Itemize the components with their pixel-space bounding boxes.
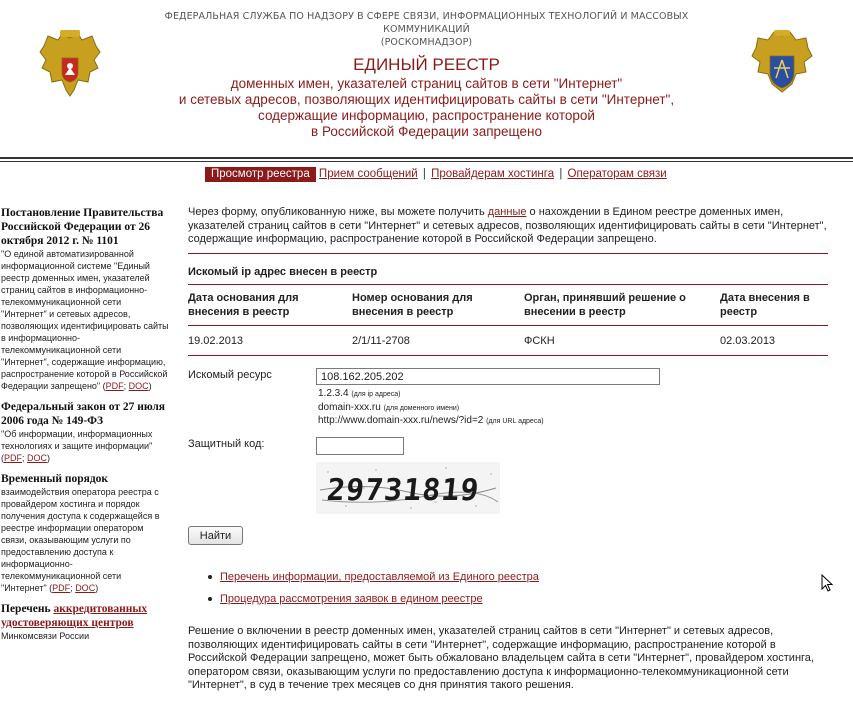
table-cell: 19.02.2013 — [188, 334, 244, 347]
pdf-link[interactable]: PDF — [52, 583, 71, 593]
hint-note: (для ip адреса) — [351, 391, 401, 398]
column-header: Номер основания для внесения в реестр — [352, 291, 473, 318]
sidebar-block-temporary-procedure — [1, 472, 169, 594]
sidebar-block-decree — [1, 206, 169, 392]
sidebar-block-federal-law — [1, 400, 169, 464]
list-item — [208, 593, 539, 615]
agency-name — [120, 10, 733, 49]
sidebar-block-text: "О единой автоматизированной информационной системе "Единый реестр доменных имен, указателей страниц сайтов в информационно-телекоммуникационной сети "Интернет" и сетевых адресов, позволяющих идентифицировать сайты в информационно-телекоммуникационной сети "Интернет", содержащие информацию, распространение которой в Российской Федерации запрещено" (PDF; DOC) — [1, 249, 169, 391]
divider — [188, 253, 828, 254]
captcha-text: 29731819 — [325, 473, 482, 508]
search-button[interactable]: Найти — [188, 526, 243, 545]
site-header — [0, 0, 853, 158]
hint-example: 1.2.3.4 — [318, 388, 349, 399]
column-header: Орган, принявший решение о внесении в реестр — [524, 291, 686, 318]
appeal-notice-text: Решение о включении в реестр доменных имен, указателей страниц сайтов в сети "Интернет" и сетевых адресов, позволяющих идентифицировать сайты в сети "Интернет", содержащие информацию, распространение которой в Российской Федерации запрещено, может быть обжаловано владельцем сайта в сети "Интернет", провайдером хостинга, оператором связи, оказывающим услуги по предоставлению доступа к информационно-телекоммуникационной сети "Интернет", в суд в течение трех месяцев со дня принятия такого решения. — [188, 625, 814, 691]
sidebar-block-text: взаимодействия оператора реестра с провайдером хостинга и порядок получения доступа к содержащейся в реестре информации оператором связи, оказывающим услуги по предоставлению доступа к информационно-телекоммуникационной сети "Интернет" (PDF; DOC) — [1, 487, 160, 593]
column-header: Дата внесения в реестр — [720, 291, 810, 318]
result-title: Искомый ip адрес внесен в реестр — [188, 265, 378, 278]
table-cell: 2/1/11-2708 — [352, 334, 410, 347]
application-procedure-link[interactable]: Процедура рассмотрения заявок в едином реестре — [220, 593, 483, 605]
mouse-cursor-icon — [821, 574, 833, 596]
hint-ip — [318, 388, 401, 399]
agency-short-name: (РОСКОМНАДЗОР) — [380, 37, 473, 48]
header-divider — [0, 161, 853, 162]
sidebar-block-title: Федеральный закон от 27 июля 2006 года № 149-ФЗ — [1, 401, 166, 427]
doc-link[interactable]: DOC — [128, 381, 149, 391]
nav-separator: | — [559, 168, 563, 180]
registry-info-list-link[interactable]: Перечень информации, предоставляемой из Единого реестра — [220, 571, 539, 583]
subtitle-line: и сетевых адресов, позволяющих идентифицировать сайты в сети "Интернет", — [178, 92, 675, 107]
hint-example: domain-xxx.ru — [318, 402, 381, 413]
nav-submit-reports[interactable]: Прием сообщений — [318, 168, 418, 180]
resource-label: Искомый ресурс — [188, 369, 272, 381]
sidebar-block-text: "Об информации, информационных технологиях и защите информации" (PDF; DOC) — [1, 429, 153, 463]
sidebar — [1, 206, 169, 650]
hint-example: http://www.domain-xxx.ru/news/?id=2 — [318, 415, 484, 426]
nav-view-registry[interactable]: Просмотр реестра — [205, 167, 316, 182]
hint-url — [318, 415, 544, 426]
table-header-row — [188, 285, 828, 326]
sidebar-text: "О единой автоматизированной информационной системе "Единый реестр доменных имен, указателей страниц сайтов в информационно-телекоммуникационной сети "Интернет" и сетевых адресов, позволяющих идентифицировать сайты в информационно-телекоммуникационной сети "Интернет", содержащие информацию, распространение которой в Российской Федерации запрещено" — [1, 249, 169, 391]
security-code-label: Защитный код: — [188, 438, 265, 450]
sidebar-text: Минкомсвязи России — [1, 631, 90, 641]
sidebar-text: "Об информации, информационных технологиях и защите информации" — [1, 429, 153, 451]
intro-text-part: Через форму, опубликованную ниже, вы можете получить — [188, 206, 488, 218]
header-divider — [0, 157, 853, 159]
sidebar-block-title: Постановление Правительства Российской Федерации от 26 октября 2012 г. № 1101 — [1, 207, 164, 247]
hint-note: (для URL адреса) — [486, 418, 544, 425]
nav-hosting-providers[interactable]: Провайдерам хостинга — [431, 168, 555, 180]
column-header: Дата основания для внесения в реестр — [188, 291, 299, 318]
list-item — [208, 571, 539, 593]
doc-link[interactable]: DOC — [27, 453, 48, 463]
agency-full-name: ФЕДЕРАЛЬНАЯ СЛУЖБА ПО НАДЗОРУ В СФЕРЕ СВЯЗИ, ИНФОРМАЦИОННЫХ ТЕХНОЛОГИЙ И МАССОВЫХ КОММУНИКАЦИЙ — [164, 11, 689, 35]
main-nav — [205, 167, 667, 182]
sidebar-block-title: Временный порядок — [1, 473, 109, 485]
intro-text — [188, 206, 828, 247]
pdf-link[interactable]: PDF — [105, 381, 124, 391]
pdf-link[interactable]: PDF — [4, 453, 22, 463]
sidebar-title-text: Перечень — [1, 603, 54, 615]
nav-telecom-operators[interactable]: Операторам связи — [567, 168, 667, 180]
certification-centers-link[interactable]: аккредитованных удостоверяющих центров — [1, 603, 148, 629]
hint-note: (для доменного имени) — [383, 405, 460, 412]
coat-of-arms-icon — [38, 30, 102, 104]
sidebar-text: взаимодействия оператора реестра с провайдером хостинга и порядок получения доступа к содержащейся в реестре информации оператором связи, оказывающим услуги по предоставлению доступа к информационно-телекоммуникационной сети "Интернет" — [1, 487, 160, 593]
info-links — [208, 571, 539, 615]
hint-domain — [318, 402, 459, 413]
sidebar-block-certification-centers — [1, 602, 169, 642]
subtitle-line: содержащие информацию, распространение которой — [258, 108, 595, 123]
sidebar-block-title — [1, 602, 169, 630]
subtitle-line: в Российской Федерации запрещено — [311, 124, 542, 139]
data-link[interactable]: данные — [487, 206, 527, 218]
result-table — [188, 285, 828, 356]
nav-separator: | — [422, 168, 426, 180]
registry-subtitle — [120, 76, 733, 140]
table-cell: ФСКН — [524, 334, 555, 347]
main-content — [188, 206, 828, 356]
subtitle-line: доменных имен, указателей страниц сайтов в сети "Интернет" — [230, 76, 623, 91]
table-cell: 02.03.2013 — [720, 334, 776, 347]
roskomnadzor-emblem-icon — [750, 30, 814, 104]
captcha-image — [316, 462, 500, 514]
resource-input[interactable]: 108.162.205.202 — [316, 368, 660, 385]
registry-title: ЕДИНЫЙ РЕЕСТР — [353, 55, 500, 74]
bullet-icon — [208, 597, 212, 601]
security-code-input[interactable] — [316, 437, 404, 455]
bullet-icon — [208, 575, 212, 579]
doc-link[interactable]: DOC — [75, 583, 96, 593]
intro-text-part: о нахождении в Едином реестре доменных имен, указателей страниц сайтов в сети "Интернет" и сетевых адресов, позволяющих идентифицировать сайты в сети "Интернет", содержащие информацию, распространение которой в Российской Федерации запрещено. — [188, 206, 827, 245]
table-row — [188, 325, 828, 355]
